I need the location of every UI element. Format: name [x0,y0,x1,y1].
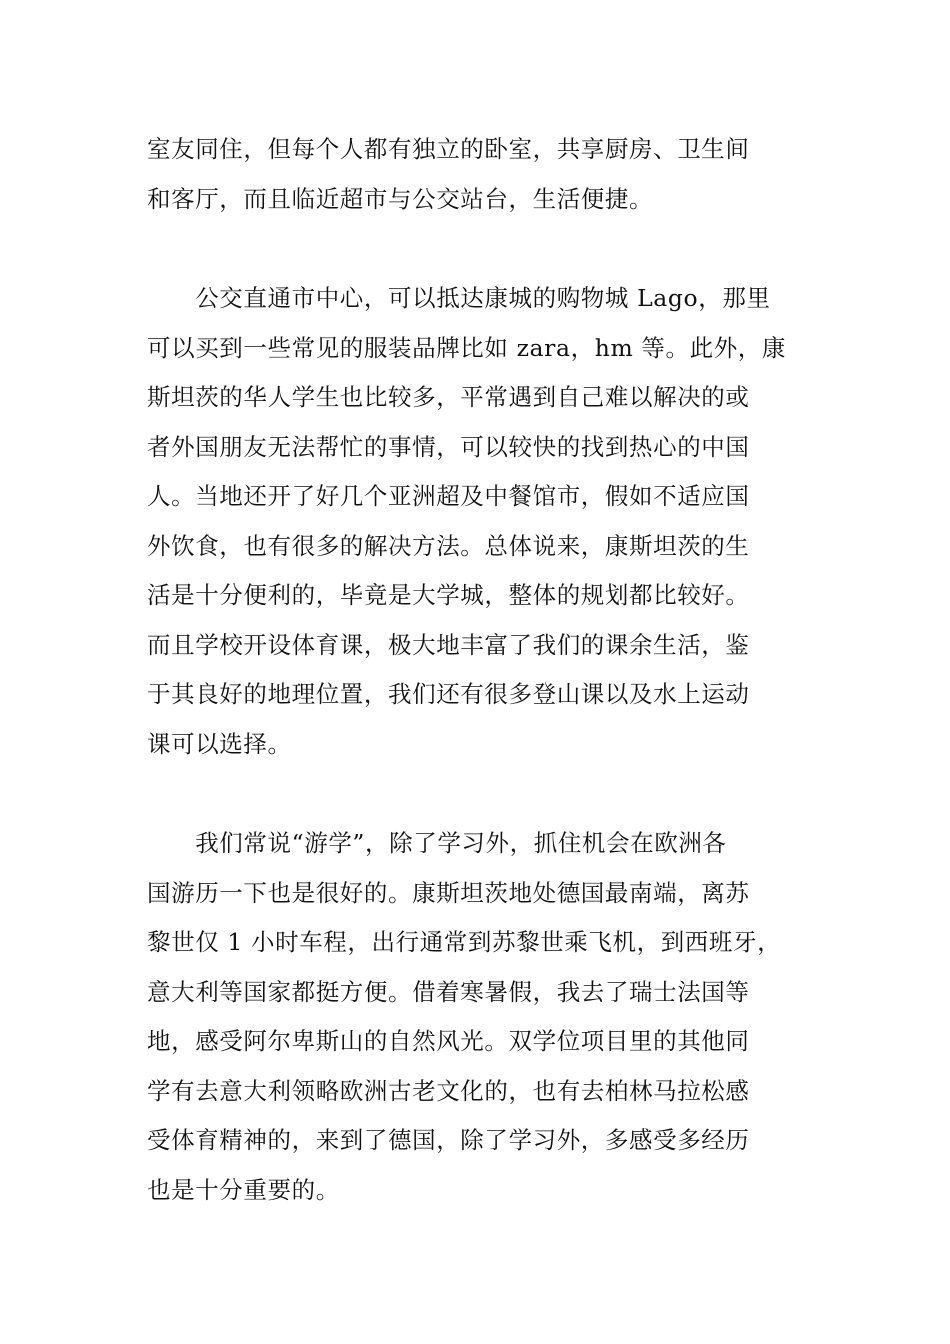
text-line: 国游历一下也是很好的。康斯坦茨地处德国最南端，离苏 [147,878,750,907]
text-line: 黎世仅 1 小时车程，出行通常到苏黎世乘飞机，到西班牙， [147,928,782,956]
text-line: 学有去意大利领略欧洲古老文化的，也有去柏林马拉松感 [147,1076,750,1105]
text-line: 室友同住，但每个人都有独立的卧室，共享厨房、卫生间 [147,135,750,163]
text-line: 可以买到一些常见的服装品牌比如 zara，hm 等。此外，康 [147,333,786,362]
text-line: 受体育精神的，来到了德国，除了学习外，多感受多经历 [147,1126,750,1154]
paragraph-2 [147,274,807,769]
text-line: 意大利等国家都挺方便。借着寒暑假，我去了瑞士法国等 [147,977,750,1006]
text-line: 和客厅，而且临近超市与公交站台，生活便捷。 [147,184,654,213]
paragraph-3 [147,819,807,1215]
paragraph-1 [147,125,807,224]
text-line: 于其良好的地理位置，我们还有很多登山课以及水上运动 [147,680,750,708]
text-line: 斯坦茨的华人学生也比较多，平常遇到自己难以解决的或 [147,383,750,411]
text-line: 人。当地还开了好几个亚洲超及中餐馆市，假如不适应国 [147,482,750,510]
text-line: 活是十分便利的，毕竟是大学城，整体的规划都比较好。 [147,581,750,609]
text-line: 地，感受阿尔卑斯山的自然风光。双学位项目里的其他同 [147,1027,750,1055]
text-line: 而且学校开设体育课，极大地丰富了我们的课余生活，鉴 [147,630,750,659]
text-line: 我们常说“游学”，除了学习外，抓住机会在欧洲各 [147,829,727,857]
text-line: 也是十分重要的。 [147,1175,340,1204]
text-line: 者外国朋友无法帮忙的事情，可以较快的找到热心的中国 [147,432,750,461]
text-line: 公交直通市中心，可以抵达康城的购物城 Lago，那里 [147,284,771,312]
text-line: 课可以选择。 [147,729,292,758]
text-line: 外饮食，也有很多的解决方法。总体说来，康斯坦茨的生 [147,531,750,560]
